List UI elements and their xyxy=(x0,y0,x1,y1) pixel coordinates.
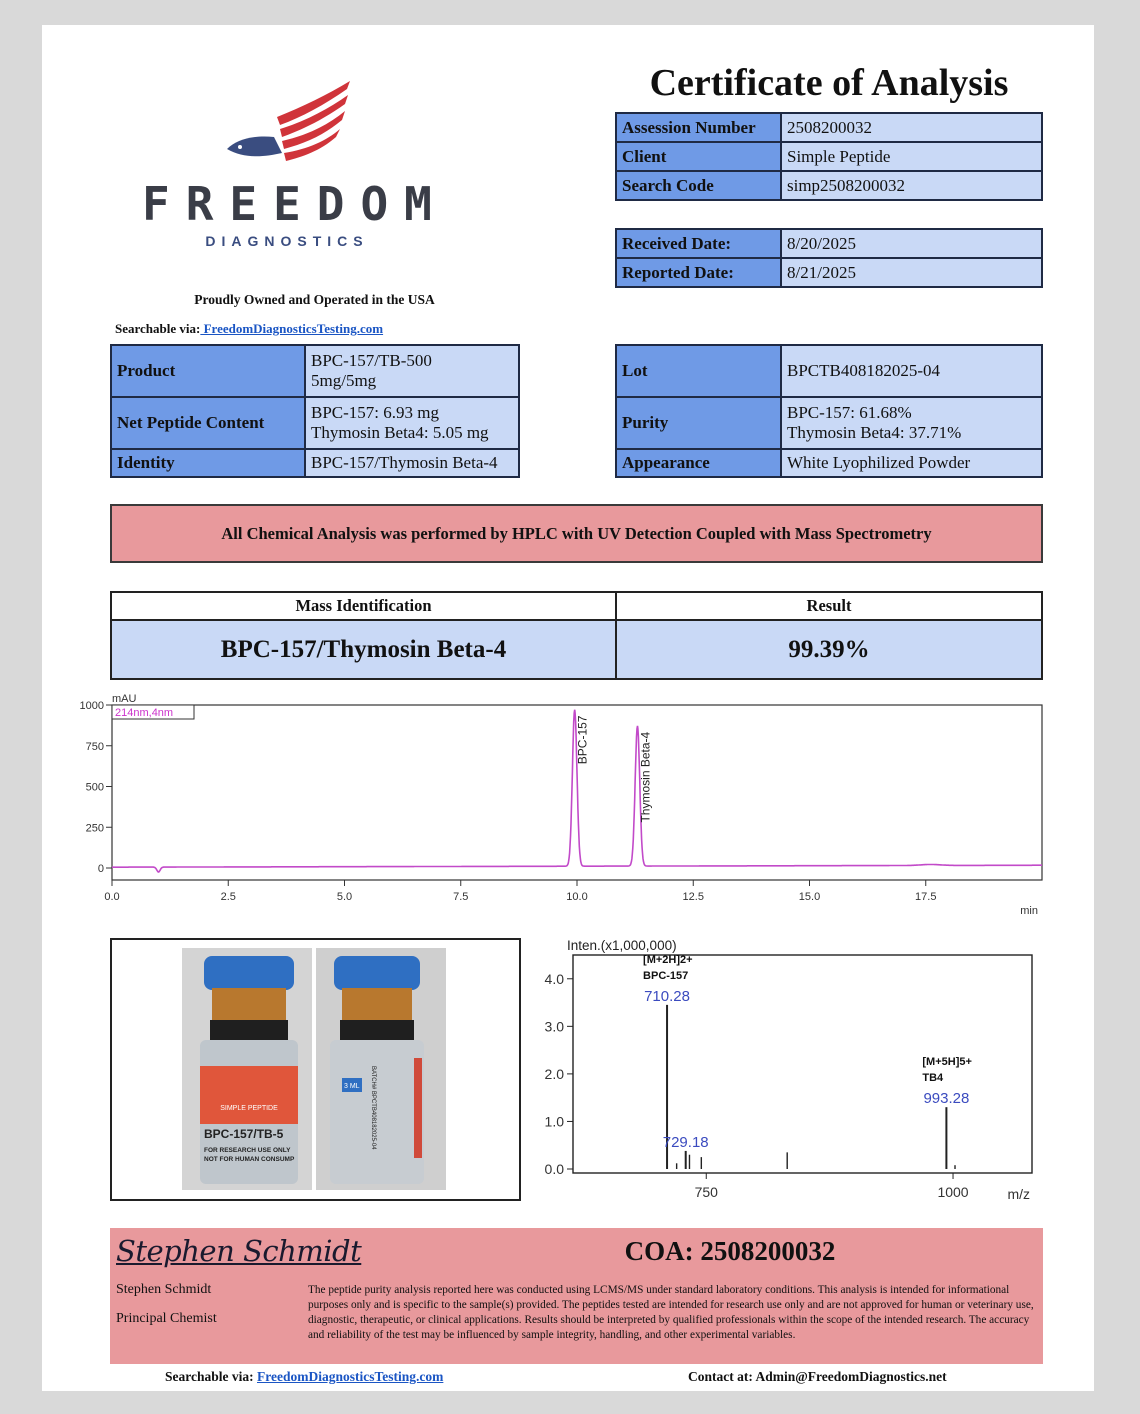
field-value: Simple Peptide xyxy=(781,142,1042,171)
ms-peak-ion: [M+5H]5+ xyxy=(922,1056,972,1069)
field-label: Reported Date: xyxy=(616,258,781,287)
vial-warning-2: NOT FOR HUMAN CONSUMP xyxy=(204,1156,295,1163)
result-col-mass: Mass Identification xyxy=(112,593,617,621)
product-line-2: 5mg/5mg xyxy=(311,371,377,390)
vial-batch: BATCH# BPCTB408182025-04 xyxy=(370,1066,376,1150)
x-tick-label: 0.0 xyxy=(104,891,120,903)
logo-wordmark: FREEDOM xyxy=(142,177,448,231)
y-tick-label: 2.0 xyxy=(544,1065,564,1082)
x-tick-label: 750 xyxy=(694,1184,718,1200)
npc-line-2: Thymosin Beta4: 5.05 mg xyxy=(311,423,489,442)
x-tick-label: 5.0 xyxy=(336,891,353,903)
coa-number: COA: 2508200032 xyxy=(624,1236,836,1266)
method-banner xyxy=(110,504,1043,563)
y-tick-label: 0.0 xyxy=(544,1161,564,1177)
ms-x-unit: m/z xyxy=(1007,1186,1030,1202)
npc-line-1: BPC-157: 6.93 mg xyxy=(311,403,439,422)
y-tick-label: 750 xyxy=(85,740,104,753)
chemist-name: Stephen Schmidt xyxy=(116,1282,212,1297)
field-label: Lot xyxy=(616,345,781,397)
peak-label: BPC-157 xyxy=(575,715,590,765)
y-tick-label: 4.0 xyxy=(544,970,564,987)
contact-line: Contact at: Admin@FreedomDiagnostics.net xyxy=(688,1369,947,1384)
vial-warning-1: FOR RESEARCH USE ONLY xyxy=(204,1147,291,1154)
x-tick-label: 2.5 xyxy=(220,891,236,903)
field-label: Identity xyxy=(111,449,305,477)
table-row xyxy=(616,171,1042,200)
y-tick-label: 0 xyxy=(97,863,104,875)
field-value: 2508200032 xyxy=(781,113,1042,142)
field-label: Client xyxy=(616,142,781,171)
y-tick-label: 3.0 xyxy=(544,1018,564,1035)
field-label: Search Code xyxy=(616,171,781,200)
vial-photo-frame xyxy=(110,938,521,1201)
vial-label: BPC-157/TB-5 xyxy=(204,1127,284,1141)
table-row xyxy=(616,113,1042,142)
field-value: simp2508200032 xyxy=(781,171,1042,200)
table-row xyxy=(616,142,1042,171)
vial-brand: SIMPLE PEPTIDE xyxy=(220,1105,278,1112)
field-value: BPC-157/Thymosin Beta-4 xyxy=(305,449,519,477)
field-value: 8/21/2025 xyxy=(781,258,1042,287)
ms-peak-compound: BPC-157 xyxy=(643,969,689,982)
x-tick-label: 1000 xyxy=(937,1184,969,1200)
table-row xyxy=(616,397,1042,449)
chart-legend: 214nm,4nm xyxy=(115,707,174,719)
y-tick-label: 1.0 xyxy=(544,1113,564,1130)
field-label: Purity xyxy=(616,397,781,449)
purity-line-2: Thymosin Beta4: 37.71% xyxy=(787,423,962,442)
field-label: Product xyxy=(111,345,305,397)
product-line-1: BPC-157/TB-500 xyxy=(311,351,432,370)
searchable-link[interactable]: FreedomDiagnosticsTesting.com xyxy=(200,321,384,336)
page-title: Certificate of Analysis xyxy=(649,62,1009,104)
table-row xyxy=(616,345,1042,397)
peak-label: Thymosin Beta-4 xyxy=(638,731,653,823)
product-table xyxy=(110,344,520,478)
ms-peak-value: 729.18 xyxy=(662,1133,709,1151)
x-tick-label: 10.0 xyxy=(566,891,588,903)
result-col-result: Result xyxy=(617,593,1041,621)
table-row xyxy=(616,449,1042,477)
ms-ylabel: Inten.(x1,000,000) xyxy=(567,938,677,953)
field-value xyxy=(781,397,1042,449)
tagline: Proudly Owned and Operated in the USA xyxy=(194,292,435,307)
field-label: Appearance xyxy=(616,449,781,477)
field-value xyxy=(305,397,519,449)
purity-line-1: BPC-157: 61.68% xyxy=(787,403,912,422)
field-label: Assession Number xyxy=(616,113,781,142)
y-tick-label: 1000 xyxy=(79,700,104,712)
field-label: Received Date: xyxy=(616,229,781,258)
info-table-1 xyxy=(615,112,1043,201)
signature: Stephen Schmidt xyxy=(116,1234,362,1268)
table-row xyxy=(111,449,519,477)
x-tick-label: 12.5 xyxy=(682,891,704,903)
info-table-2 xyxy=(615,228,1043,288)
field-value xyxy=(305,345,519,397)
table-row xyxy=(111,397,519,449)
result-compound: BPC-157/Thymosin Beta-4 xyxy=(112,621,617,678)
disclaimer: The peptide purity analysis reported here was conducted using LCMS/MS under standard laboratory conditions. This analysis is intended for informational purposes only and is specific to the sample(s) provided. The peptides tested are intended for research use only and are not approved for human or veterinary use, diagnostic, therapeutic, or clinical applications. Results should be interpreted by qualified professionals within the scope of the intended research. The accuracy and reliability of the test may be influenced by sample integrity, handling, and other experimental variables. xyxy=(308,1284,1034,1341)
field-value: 8/20/2025 xyxy=(781,229,1042,258)
hplc-chromatogram xyxy=(70,690,1070,920)
field-value: White Lyophilized Powder xyxy=(781,449,1042,477)
x-unit-label: min xyxy=(1020,905,1038,917)
chemist-role: Principal Chemist xyxy=(116,1311,217,1326)
searchable-link[interactable]: FreedomDiagnosticsTesting.com xyxy=(257,1369,444,1384)
result-value: 99.39% xyxy=(617,621,1041,678)
searchable-top xyxy=(115,321,383,337)
table-row xyxy=(616,229,1042,258)
searchable-label: Searchable via: xyxy=(165,1369,254,1384)
x-tick-label: 15.0 xyxy=(798,891,821,903)
lot-table xyxy=(615,344,1043,478)
y-unit-label: mAU xyxy=(112,693,137,705)
certificate-page xyxy=(42,25,1094,1391)
ms-peak-value: 993.28 xyxy=(923,1090,970,1108)
logo-subtitle: DIAGNOSTICS xyxy=(205,233,369,249)
x-tick-label: 17.5 xyxy=(915,891,937,903)
ms-peak-value: 710.28 xyxy=(644,987,690,1005)
result-table xyxy=(110,591,1043,680)
mass-spectrum xyxy=(532,933,1052,1208)
ms-peak-ion: [M+2H]2+ xyxy=(643,953,693,966)
y-tick-label: 250 xyxy=(85,822,104,835)
y-tick-label: 500 xyxy=(85,781,104,794)
searchable-bottom xyxy=(165,1369,443,1385)
vial-volume: 3 ML xyxy=(344,1083,360,1090)
table-row xyxy=(616,258,1042,287)
field-value: BPCTB408182025-04 xyxy=(781,345,1042,397)
table-row xyxy=(111,345,519,397)
searchable-label: Searchable via: xyxy=(115,321,201,336)
signature-banner xyxy=(110,1228,1043,1364)
vial-photo xyxy=(182,948,446,1190)
eagle-logo-icon xyxy=(222,77,357,167)
method-text: All Chemical Analysis was performed by HPLC with UV Detection Coupled with Mass Spectrometry xyxy=(221,523,932,543)
x-tick-label: 7.5 xyxy=(453,891,469,903)
field-label: Net Peptide Content xyxy=(111,397,305,449)
ms-peak-compound: TB4 xyxy=(922,1072,944,1085)
